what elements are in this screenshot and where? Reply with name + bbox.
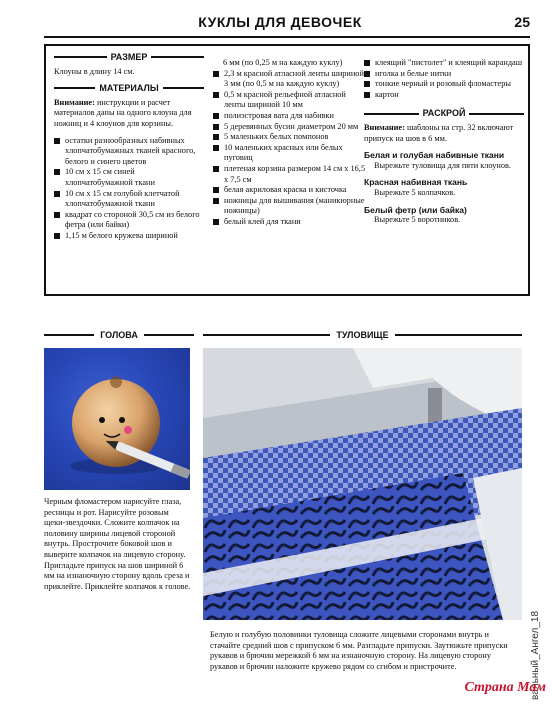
site-watermark: Страна Мам	[464, 680, 546, 695]
bullet-icon	[364, 81, 370, 87]
cutting-block-title: Красная набивная ткань	[364, 177, 468, 188]
cutting-block-text: Вырежьте 5 воротников.	[374, 215, 461, 225]
list-item	[54, 231, 204, 242]
head-section-label	[44, 330, 194, 340]
list-item-text: 10 см x 15 см синей хлопчатобумажной ткани	[65, 167, 155, 187]
cutting-heading	[364, 108, 524, 119]
list-item-text: остатки разнообразных набивных хлопчатобумажных тканей красного, белого и синего цветов	[65, 135, 196, 166]
bullet-icon	[213, 71, 219, 77]
attention-text: шаблоны на стр. 32 включают припуск на шов в 6 мм.	[364, 122, 514, 143]
size-heading-text: РАЗМЕР	[110, 52, 148, 62]
bullet-icon	[213, 198, 219, 204]
side-watermark-graphic	[528, 560, 542, 700]
head-photo	[44, 348, 190, 490]
bullet-icon	[54, 169, 60, 175]
cutting-block-text: Вырежьте 5 колпачков.	[374, 187, 456, 197]
heading-rule	[151, 56, 204, 58]
head-caption: Черным фломастером нарисуйте глаза, ресницы и рот. Нарисуйте розовым щеки-звездочки. Сложите колпачок на половину ширины лицевой стороной внутрь. Прострочите боковой шов и вывернте колпачок на лицевую сторону. Пригладьте припуск на шов шириной 6 мм на изнаночную сторону вдоль среза и приклейте. Приклейте колпачок к голове.	[44, 497, 191, 591]
list-item	[364, 58, 524, 69]
heading-rule	[364, 113, 419, 115]
heading-rule	[54, 87, 95, 89]
body-label-text: ТУЛОВИЩЕ	[336, 330, 389, 340]
materials-heading-text: МАТЕРИАЛЫ	[99, 83, 159, 94]
list-item-text: иголка и белые нитки	[375, 68, 452, 78]
list-item-text: белый клей для ткани	[224, 216, 301, 226]
bullet-icon	[54, 138, 60, 144]
list-item	[364, 69, 524, 80]
materials-attention	[54, 98, 204, 130]
list-item	[54, 167, 204, 188]
list-item	[213, 164, 365, 185]
materials-box	[44, 44, 530, 296]
attention-label: Внимание:	[54, 97, 95, 107]
list-item-text: квадрат со стороной 30,5 см из белого фетра (или байки)	[65, 209, 200, 230]
list-item	[54, 136, 204, 168]
heading-rule	[54, 56, 107, 58]
list-item	[213, 217, 365, 228]
list-item	[54, 189, 204, 210]
list-item-text: белая акриловая краска и кисточка	[224, 185, 347, 195]
box-column-3	[364, 58, 524, 232]
label-rule	[44, 334, 94, 336]
sewing-illustration	[203, 348, 522, 620]
list-item-text: тонкие черный и розовый фломастеры	[375, 79, 511, 89]
head-label-text: ГОЛОВА	[100, 330, 138, 340]
bullet-icon	[213, 187, 219, 193]
cutting-attention	[364, 123, 524, 144]
list-item-text: 5 маленьких белых помпонов	[224, 132, 329, 142]
cutting-block	[364, 205, 524, 226]
bullet-icon	[213, 145, 219, 151]
bullet-icon	[213, 124, 219, 130]
list-item	[364, 90, 524, 101]
svg-text:вальный_Ангел_18: вальный_Ангел_18	[530, 610, 541, 700]
list-item-text: картон	[375, 89, 399, 99]
bullet-icon	[54, 233, 60, 239]
bullet-icon	[364, 71, 370, 77]
bullet-icon	[54, 212, 60, 218]
header-rule	[44, 36, 530, 38]
bullet-icon	[213, 134, 219, 140]
list-item	[213, 196, 365, 217]
box-column-2	[213, 58, 365, 228]
list-continuation: 6 мм (по 0,25 м на каждую куклу)	[223, 58, 343, 67]
size-heading	[54, 52, 204, 63]
bullet-icon	[213, 219, 219, 225]
list-item-text: 10 см x 15 см голубой клетчатой хлопчатобумажной ткани	[65, 188, 180, 209]
list-item-text: плетеная корзина размером 14 см x 16,5 x 7,5 см	[224, 163, 366, 184]
bullet-icon	[213, 166, 219, 172]
cutting-block	[364, 150, 524, 171]
list-item-text: полиэстровая вата для набивки	[224, 110, 334, 120]
list-item	[364, 79, 524, 90]
materials-list-3	[364, 58, 524, 100]
bullet-icon	[54, 191, 60, 197]
box-column-1	[54, 46, 204, 242]
cutting-block-title: Белый фетр (или байка)	[364, 204, 467, 215]
materials-list-1	[54, 136, 204, 242]
list-item	[213, 111, 365, 122]
list-item-text: 1,15 м белого кружева шириной	[65, 230, 178, 240]
materials-heading	[54, 83, 204, 94]
label-rule	[144, 334, 194, 336]
cutting-block	[364, 177, 524, 198]
list-item-text: 10 маленьких красных или белых пуговиц	[224, 142, 343, 163]
bullet-icon	[364, 92, 370, 98]
heading-rule	[469, 113, 524, 115]
wooden-bead-illustration	[44, 348, 190, 490]
bullet-icon	[213, 113, 219, 119]
list-item	[213, 143, 365, 164]
page-number: 25	[514, 14, 530, 30]
list-item-text: 5 деревянных бусин диаметром 20 мм	[224, 121, 359, 131]
body-section-label	[203, 330, 522, 340]
list-item	[54, 210, 204, 231]
list-item-text: ножницы для вышивания (маникюрные ножницы)	[224, 195, 365, 216]
list-item	[213, 122, 365, 133]
cutting-heading-text: РАСКРОЙ	[422, 108, 466, 119]
heading-rule	[163, 87, 204, 89]
body-photo	[203, 348, 522, 620]
list-item	[213, 132, 365, 143]
cutting-block-title: Белая и голубая набивные ткани	[364, 150, 505, 161]
list-item	[213, 185, 365, 196]
list-item-text: 2,3 м красной атласной ленты шириной 3 мм (по 0,5 м на каждую куклу)	[224, 68, 364, 89]
label-rule	[395, 334, 522, 336]
size-text: Клоуны в длину 14 см.	[54, 66, 135, 76]
bullet-icon	[364, 60, 370, 66]
list-item-text: клеящий "пистолет" и клеящий карандаш	[375, 58, 523, 67]
attention-label: Внимание:	[364, 122, 405, 132]
body-caption: Белую и голубую половинки туловища сложите лицевыми сторонами внутрь и стачайте средний шов с припуском 6 мм. Разгладьте припуски. Заутюжьте припуски рукавов и брючин мережкой 6 мм на изнаночную сторону. На лицевую сторону рукавов и брючин наложите кружево рядом со сгибом и пристрочите.	[210, 630, 508, 671]
attention-text: инструкции и расчет материалов даны на одного клоуна для ножниц и 4 клоунов для корзины.	[54, 97, 192, 128]
cutting-block-text: Вырежьте туловища для пяти клоунов.	[374, 160, 511, 170]
list-item-text: 0,5 м красной рельефной атласной ленты шириной 10 мм	[224, 89, 346, 110]
bullet-icon	[213, 92, 219, 98]
materials-list-2	[213, 69, 365, 228]
label-rule	[203, 334, 330, 336]
page-title: КУКЛЫ ДЛЯ ДЕВОЧЕК	[198, 14, 362, 30]
side-watermark	[528, 560, 542, 700]
list-item	[213, 90, 365, 111]
list-item	[213, 69, 365, 90]
